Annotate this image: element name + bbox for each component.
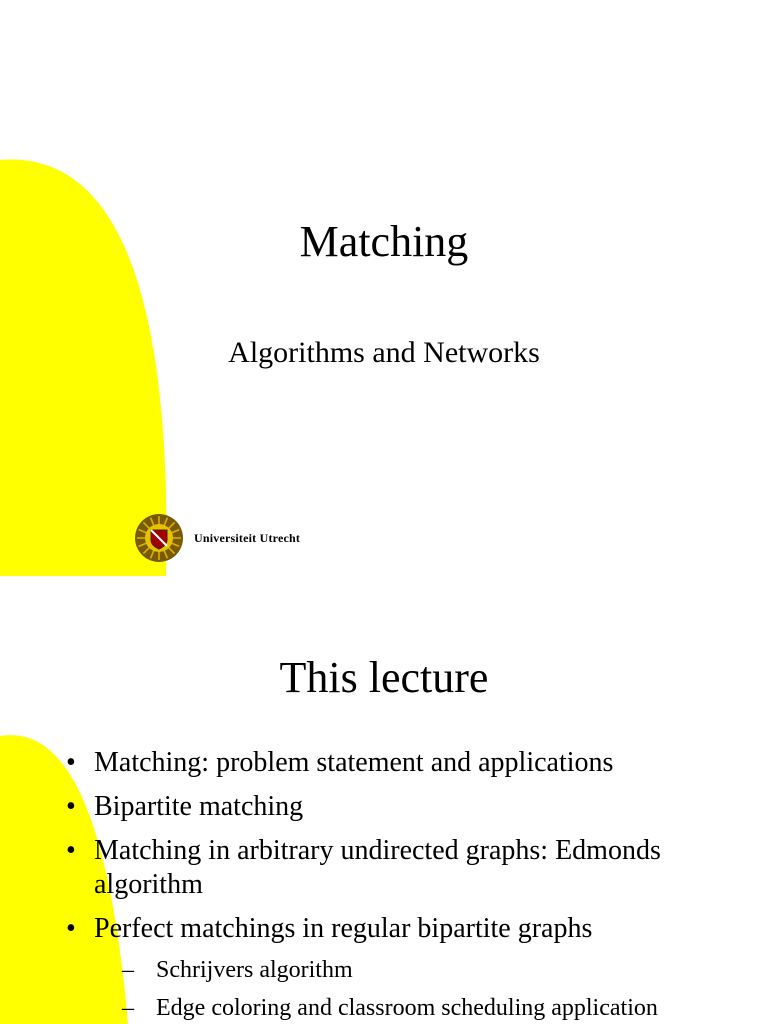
bullet-list — [66, 746, 746, 1024]
list-item — [66, 834, 746, 902]
slide-title: This lecture — [279, 653, 489, 702]
list-item — [66, 746, 746, 780]
bullet-marker: • — [66, 747, 76, 778]
bullet-marker: • — [66, 913, 76, 944]
list-item-text: Perfect matchings in regular bipartite graphs — [94, 913, 593, 944]
list-item — [66, 912, 746, 946]
list-item — [66, 790, 746, 824]
list-item-text: Bipartite matching — [94, 791, 304, 822]
slide-subtitle: Algorithms and Networks — [228, 336, 540, 369]
slide-title: Matching — [299, 217, 469, 266]
sub-bullet-marker: – — [122, 995, 134, 1021]
content-slide — [0, 576, 768, 1024]
sub-list-item — [122, 956, 746, 985]
list-item-text: Matching: problem statement and applications — [94, 747, 614, 778]
bullet-marker: • — [66, 791, 76, 822]
sub-list-item-text: Schrijvers algorithm — [156, 957, 353, 983]
sub-list-item — [122, 994, 746, 1023]
university-seal-icon — [134, 513, 184, 563]
sub-list-item-text: Edge coloring and classroom scheduling application — [156, 995, 658, 1021]
bullet-marker: • — [66, 835, 76, 866]
sub-bullet-marker: – — [122, 957, 134, 983]
university-name: Universiteit Utrecht — [194, 531, 301, 545]
list-item-text: Matching in arbitrary undirected graphs: Edmonds algorithm — [94, 835, 661, 900]
